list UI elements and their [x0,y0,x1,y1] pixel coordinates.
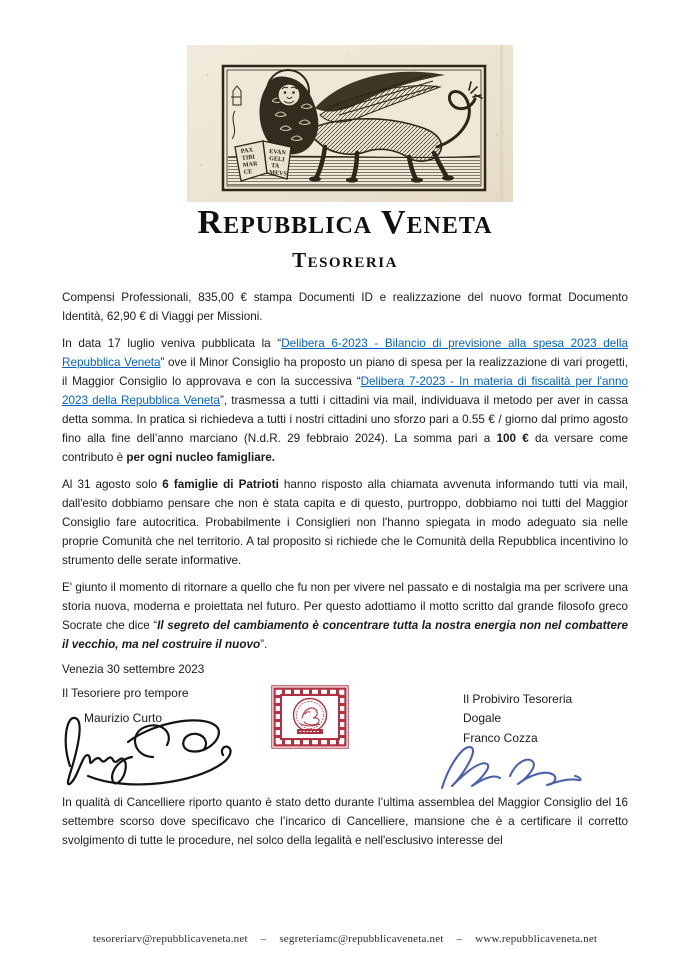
signature-right-role-line1: Il Probiviro Tesoreria [463,692,573,706]
footer-email-treasury: tesoreriarv@repubblicaveneta.net [92,933,248,945]
book-text: TA [270,162,280,170]
body-text: ”. [260,638,268,651]
book-text: TIBI [241,153,256,162]
footer-separator: – [456,933,463,945]
body-text: ”, trasmessa a tutti i cittadini via mail, individuava il metodo per aver in cassa detta somma. In pratica si richiedeva a tutti i nostri cittadini uno sforzo pari a 0.55 € / giorno dal primo agosto fino alla fine dell’anno marciano (N.d.R. 29 febbraio 2024). La somma pari a [62,394,628,445]
delibera-link[interactable]: Delibera 6-2023 - Bilancio di previsione alla spesa 2023 della Repubblica Veneta [62,337,628,369]
footer-separator: – [260,933,267,945]
body-text: ” ove il Minor Consiglio ha proposto un piano di spesa per la realizzazione di vari progetti, il Maggior Consiglio lo approvava e con la successiva “ [62,356,628,388]
signature-left-name: Maurizio Curto [84,711,163,725]
footer-website: www.repubblicaveneta.net [475,933,598,945]
paragraph-4 [62,578,628,654]
bold-text: 100 € [496,432,529,445]
book-text: PAX [240,146,254,155]
body-text: Compensi Professionali, 835,00 € stampa Documenti ID e realizzazione del nuovo format Documento Identità, 62,90 € di Viaggi per Missioni. [62,291,628,323]
paragraph-3 [62,475,628,570]
page-title: Repubblica Veneta [197,204,493,241]
book-text: CE [243,167,253,176]
signature-right-name: Franco Cozza [463,731,538,745]
franco-cozza-autograph [432,736,588,794]
signature-right-role-line2: Dogale [463,711,502,725]
body-text: E' giunto il momento di ritornare a quello che fu non per vivere nel passato e di nostalgia ma per scrivere una storia nuova, moderna e proiettata nel futuro. Per questo adottiamo il motto scritto dal grande filosofo greco Socrate che dice “ [62,581,628,632]
body-text: hanno risposto alla chiamata avvenuta informando tutti via mail, dall'esito dobbiamo pensare che non è stata capita e di questo, purtroppo, dobbiamo noi tutti del Maggior Consiglio fare autocritica. Probabilmente i Consiglieri non l'hanno spiegata in modo adeguato sia nelle proprie Comunità che nel territorio. A tal proposito si richiede che le Comunità della Repubblica incentivino lo strumento delle serate informative. [62,478,628,567]
lion-of-st-mark-engraving [187,45,513,202]
body-text: In qualità di Cancelliere riporto quanto è stato detto durante l’ultima assemblea del Maggior Consiglio del 16 settembre scorso dove specificavo che l’incarico di Cancelliere, mansione che è a certificare il corretto svolgimento di tutte le procedure, nel solco della legalità e nell'esclusivo interesse del [62,796,628,847]
body-paragraphs [62,288,628,662]
book-text: MAR [242,160,258,169]
treasury-stamp [271,685,349,749]
body-text: Al 31 agosto solo [62,478,163,491]
dateline: Venezia 30 settembre 2023 [62,663,205,676]
paragraph-2 [62,334,628,467]
book-text: MEVS [268,169,288,178]
book-text: EVAN [268,148,287,157]
delibera-link[interactable]: Delibera 7-2023 - In materia di fiscalità per l'anno 2023 della Repubblica Veneta [62,375,628,407]
quote-text: Il segreto del cambiamento è concentrare tutta la nostra energia non nel combattere il vecchio, ma nel costruire il nuovo [62,619,628,651]
page-subtitle: Tesoreria [292,248,398,272]
paragraph-1 [62,288,628,326]
signature-left-role: Il Tesoriere pro tempore [62,686,189,700]
closing-paragraph [62,793,628,850]
bold-text: per ogni nucleo famigliare. [126,451,276,464]
book-text: GELI [268,155,285,164]
footer-email-secretariat: segreteriamc@repubblicaveneta.net [279,933,444,945]
body-text: da versare come contributo è [62,432,629,464]
maurizio-curto-autograph [56,700,241,792]
body-text: In data 17 luglio veniva pubblicata la “ [62,337,282,350]
footer [0,933,690,945]
signature-right-role [463,690,572,728]
bold-text: 6 famiglie di Patrioti [162,478,279,491]
